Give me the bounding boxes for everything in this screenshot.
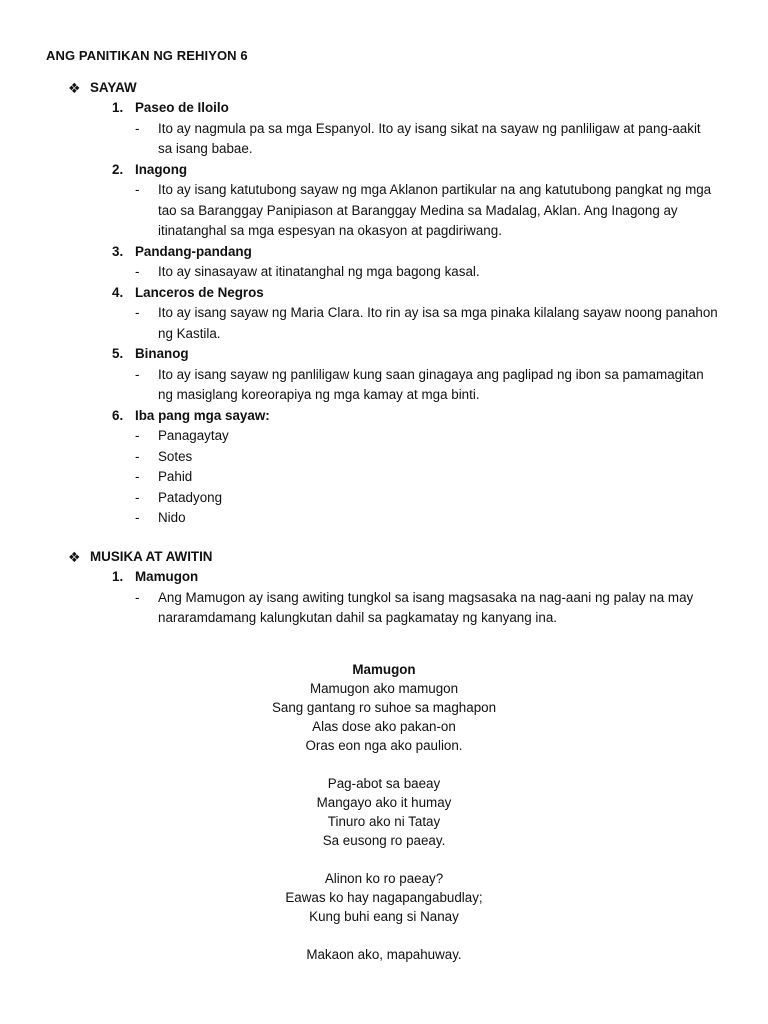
list-item-heading xyxy=(68,98,728,119)
list-item-heading xyxy=(68,567,728,588)
dash-item xyxy=(68,303,728,344)
dash-item xyxy=(68,467,728,488)
item-number: 4. xyxy=(112,284,124,300)
dash-item-text: Ang Mamugon ay isang awiting tungkol sa isang magsasaka na nag-aani ng palay na may nararamdamang kalungkutan dahil sa pagkamatay ng kanyang ina. xyxy=(158,589,694,625)
item-number: 1. xyxy=(112,569,124,584)
dash-item-text: Ito ay isang sayaw ng panliligaw kung saan ginagaya ang paglipad ng ibon sa pamamagitan ng masiglang koreorapiya ng mga kamay at mga binti. xyxy=(158,366,704,402)
dash-bullet-icon: - xyxy=(135,428,140,443)
poem-line: Mangayo ako it humay xyxy=(316,795,452,810)
section-heading-label: MUSIKA AT AWITIN xyxy=(90,549,213,564)
dash-bullet-icon: - xyxy=(135,305,140,320)
document-title: ANG PANITIKAN NG REHIYON 6 xyxy=(46,48,248,63)
list-item xyxy=(68,283,728,345)
dash-item-text: Panagaytay xyxy=(158,428,229,443)
item-number: 5. xyxy=(112,346,124,361)
dash-bullet-icon: - xyxy=(135,589,140,605)
poem-line: Pag-abot sa baeay xyxy=(327,776,441,791)
poem-stanza xyxy=(0,869,768,926)
item-label: Mamugon xyxy=(135,569,199,584)
dash-item xyxy=(68,508,728,529)
dash-item xyxy=(68,426,728,447)
dash-item-text: Patadyong xyxy=(158,489,223,505)
item-number: 3. xyxy=(112,243,124,259)
poem-line: Eawas ko hay nagapangabudlay; xyxy=(285,890,483,905)
dash-item-text: Pahid xyxy=(158,469,193,484)
poem-mamugon xyxy=(0,660,768,983)
dash-item xyxy=(68,119,728,160)
dash-bullet-icon: - xyxy=(135,489,140,505)
dash-bullet-icon: - xyxy=(135,510,140,525)
list-item-heading xyxy=(68,344,728,365)
item-number: 1. xyxy=(112,100,124,115)
dash-item-text: Nido xyxy=(158,510,186,525)
dash-item-text: Ito ay sinasayaw at itinatanghal ng mga bagong kasal. xyxy=(158,264,480,279)
list-item xyxy=(68,406,728,529)
item-number: 2. xyxy=(112,161,124,177)
dash-item xyxy=(68,588,728,629)
dash-item xyxy=(68,262,728,283)
dash-item-text: Ito ay nagmula pa sa mga Espanyol. Ito ay isang sikat na sayaw ng panliligaw at pang-aakit sa isang babae. xyxy=(158,120,701,156)
list-item xyxy=(68,98,728,160)
item-label: Inagong xyxy=(135,161,188,177)
poem-stanza xyxy=(0,945,768,964)
poem-line: Tinuro ako ni Tatay xyxy=(327,814,441,829)
poem-line: Mamugon ako mamugon xyxy=(309,681,459,696)
section-musika-at-awitin xyxy=(68,547,728,629)
poem-stanza xyxy=(0,774,768,850)
section-heading xyxy=(68,547,728,567)
poem-line: Oras eon nga ako paulion. xyxy=(305,738,463,753)
section-heading-label: SAYAW xyxy=(90,80,137,95)
dash-bullet-icon: - xyxy=(135,448,140,464)
list-item-heading xyxy=(68,283,728,304)
poem-stanza xyxy=(0,679,768,755)
dash-bullet-icon: - xyxy=(135,366,140,382)
dash-bullet-icon: - xyxy=(135,469,140,484)
dash-item xyxy=(68,488,728,509)
list-item-heading xyxy=(68,160,728,181)
dash-item-text: Sotes xyxy=(158,448,193,464)
poem-line: Makaon ako, mapahuway. xyxy=(306,947,462,962)
diamond-bullet-icon: ❖ xyxy=(68,549,81,565)
poem-title: Mamugon xyxy=(352,662,416,677)
dash-item xyxy=(68,365,728,406)
item-label: Iba pang mga sayaw: xyxy=(135,407,270,423)
dash-item xyxy=(68,180,728,242)
dash-item-text: Ito ay isang sayaw ng Maria Clara. Ito rin ay isa sa mga pinaka kilalang sayaw noong panahon ng Kastila. xyxy=(158,305,718,341)
poem-line: Alinon ko ro paeay? xyxy=(324,871,444,886)
item-label: Paseo de Iloilo xyxy=(135,100,229,115)
poem-line: Sa eusong ro paeay. xyxy=(322,833,446,848)
poem-line: Alas dose ako pakan-on xyxy=(312,719,456,734)
list-item-heading xyxy=(68,242,728,263)
item-label: Lanceros de Negros xyxy=(135,284,264,300)
poem-line: Kung buhi eang si Nanay xyxy=(309,909,459,924)
list-item xyxy=(68,344,728,406)
dash-bullet-icon: - xyxy=(135,182,140,197)
item-number: 6. xyxy=(112,407,124,423)
dash-item xyxy=(68,447,728,468)
list-item xyxy=(68,567,728,629)
dash-bullet-icon: - xyxy=(135,264,140,279)
section-heading xyxy=(68,78,728,98)
dash-item-text: Ito ay isang katutubong sayaw ng mga Aklanon partikular na ang katutubong pangkat ng mga tao sa Baranggay Panipiason at Baranggay Medina sa Madalag, Aklan. Ang Inagong ay itinatanghal sa mga espesyan na okasyon at pagdiriwang. xyxy=(158,182,712,238)
item-label: Pandang-pandang xyxy=(135,243,252,259)
list-item xyxy=(68,160,728,242)
list-item-heading xyxy=(68,406,728,427)
diamond-bullet-icon: ❖ xyxy=(68,80,81,96)
list-item xyxy=(68,242,728,283)
item-label: Binanog xyxy=(135,346,189,361)
poem-line: Sang gantang ro suhoe sa maghapon xyxy=(271,700,497,715)
dash-bullet-icon: - xyxy=(135,120,140,136)
section-sayaw xyxy=(68,78,728,529)
